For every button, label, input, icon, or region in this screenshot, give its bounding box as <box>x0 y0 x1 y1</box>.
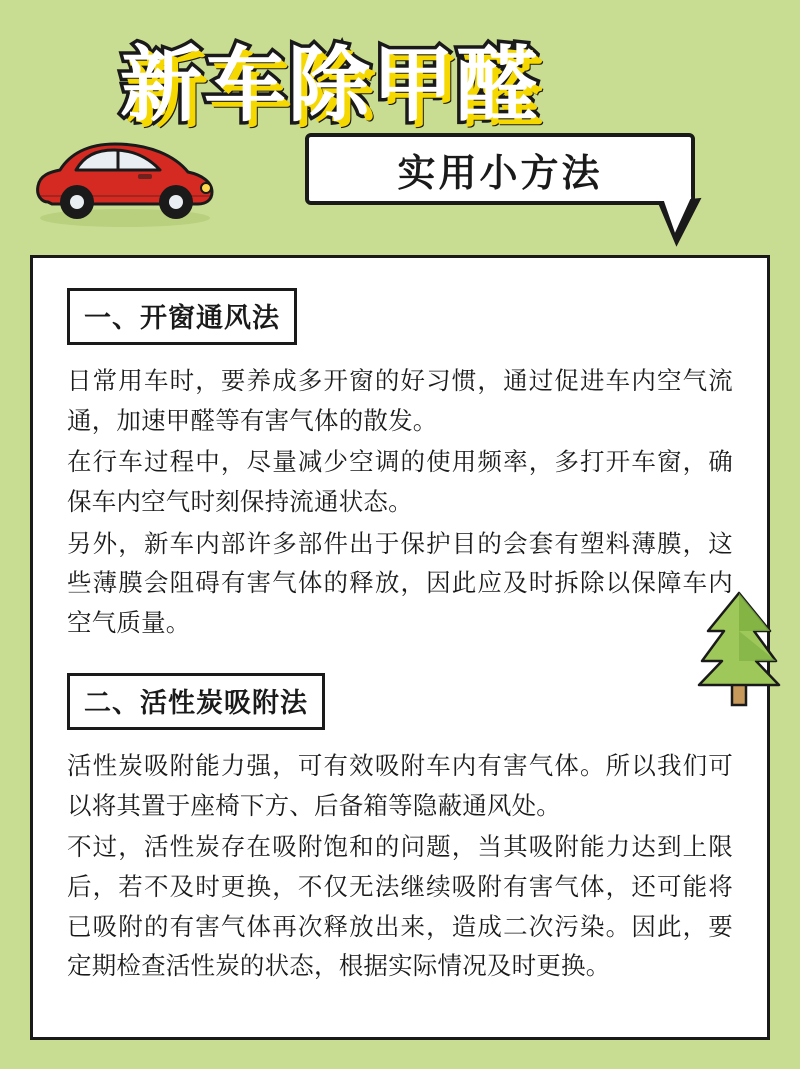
section-1-paragraph-1: 日常用车时，要养成多开窗的好习惯，通过促进车内空气流通，加速甲醛等有害气体的散发。 <box>67 366 733 435</box>
section-1-paragraph-2: 在行车过程中，尽量减少空调的使用频率，多打开车窗，确保车内空气时刻保持流通状态。 <box>67 447 733 517</box>
section-1-paragraph-3: 另外，新车内部许多部件出于保护目的会套有塑料薄膜，这些薄膜会阻碍有害气体的释放，因此应及时拆除以保障车内空气质量。 <box>67 528 733 638</box>
subtitle-text: 实用小方法 <box>397 150 603 195</box>
subtitle-banner <box>305 133 695 205</box>
section-1-heading: 一、开窗通风法 <box>67 288 297 345</box>
pine-tree-icon <box>684 585 794 710</box>
section-2-heading: 二、活性炭吸附法 <box>67 673 325 730</box>
red-car-icon <box>30 130 220 230</box>
poster-header <box>0 0 800 250</box>
section-2-paragraph-1: 活性炭吸附能力强，可有效吸附车内有害气体。所以我们可以将其置于座椅下方、后备箱等隐蔽通风处。 <box>67 750 733 820</box>
section-1 <box>67 288 733 643</box>
section-2 <box>67 673 733 986</box>
speech-bubble-tail <box>658 198 707 248</box>
content-card <box>30 255 770 1040</box>
section-2-paragraph-2: 不过，活性炭存在吸附饱和的问题，当其吸附能力达到上限后，若不及时更换，不仅无法继续吸附有害气体，还可能将已吸附的有害气体再次释放出来，造成二次污染。因此，要定期检查活性炭的状态，根据实际情况及时更换。 <box>67 832 733 981</box>
page-title: 新车除甲醛 <box>120 38 541 133</box>
